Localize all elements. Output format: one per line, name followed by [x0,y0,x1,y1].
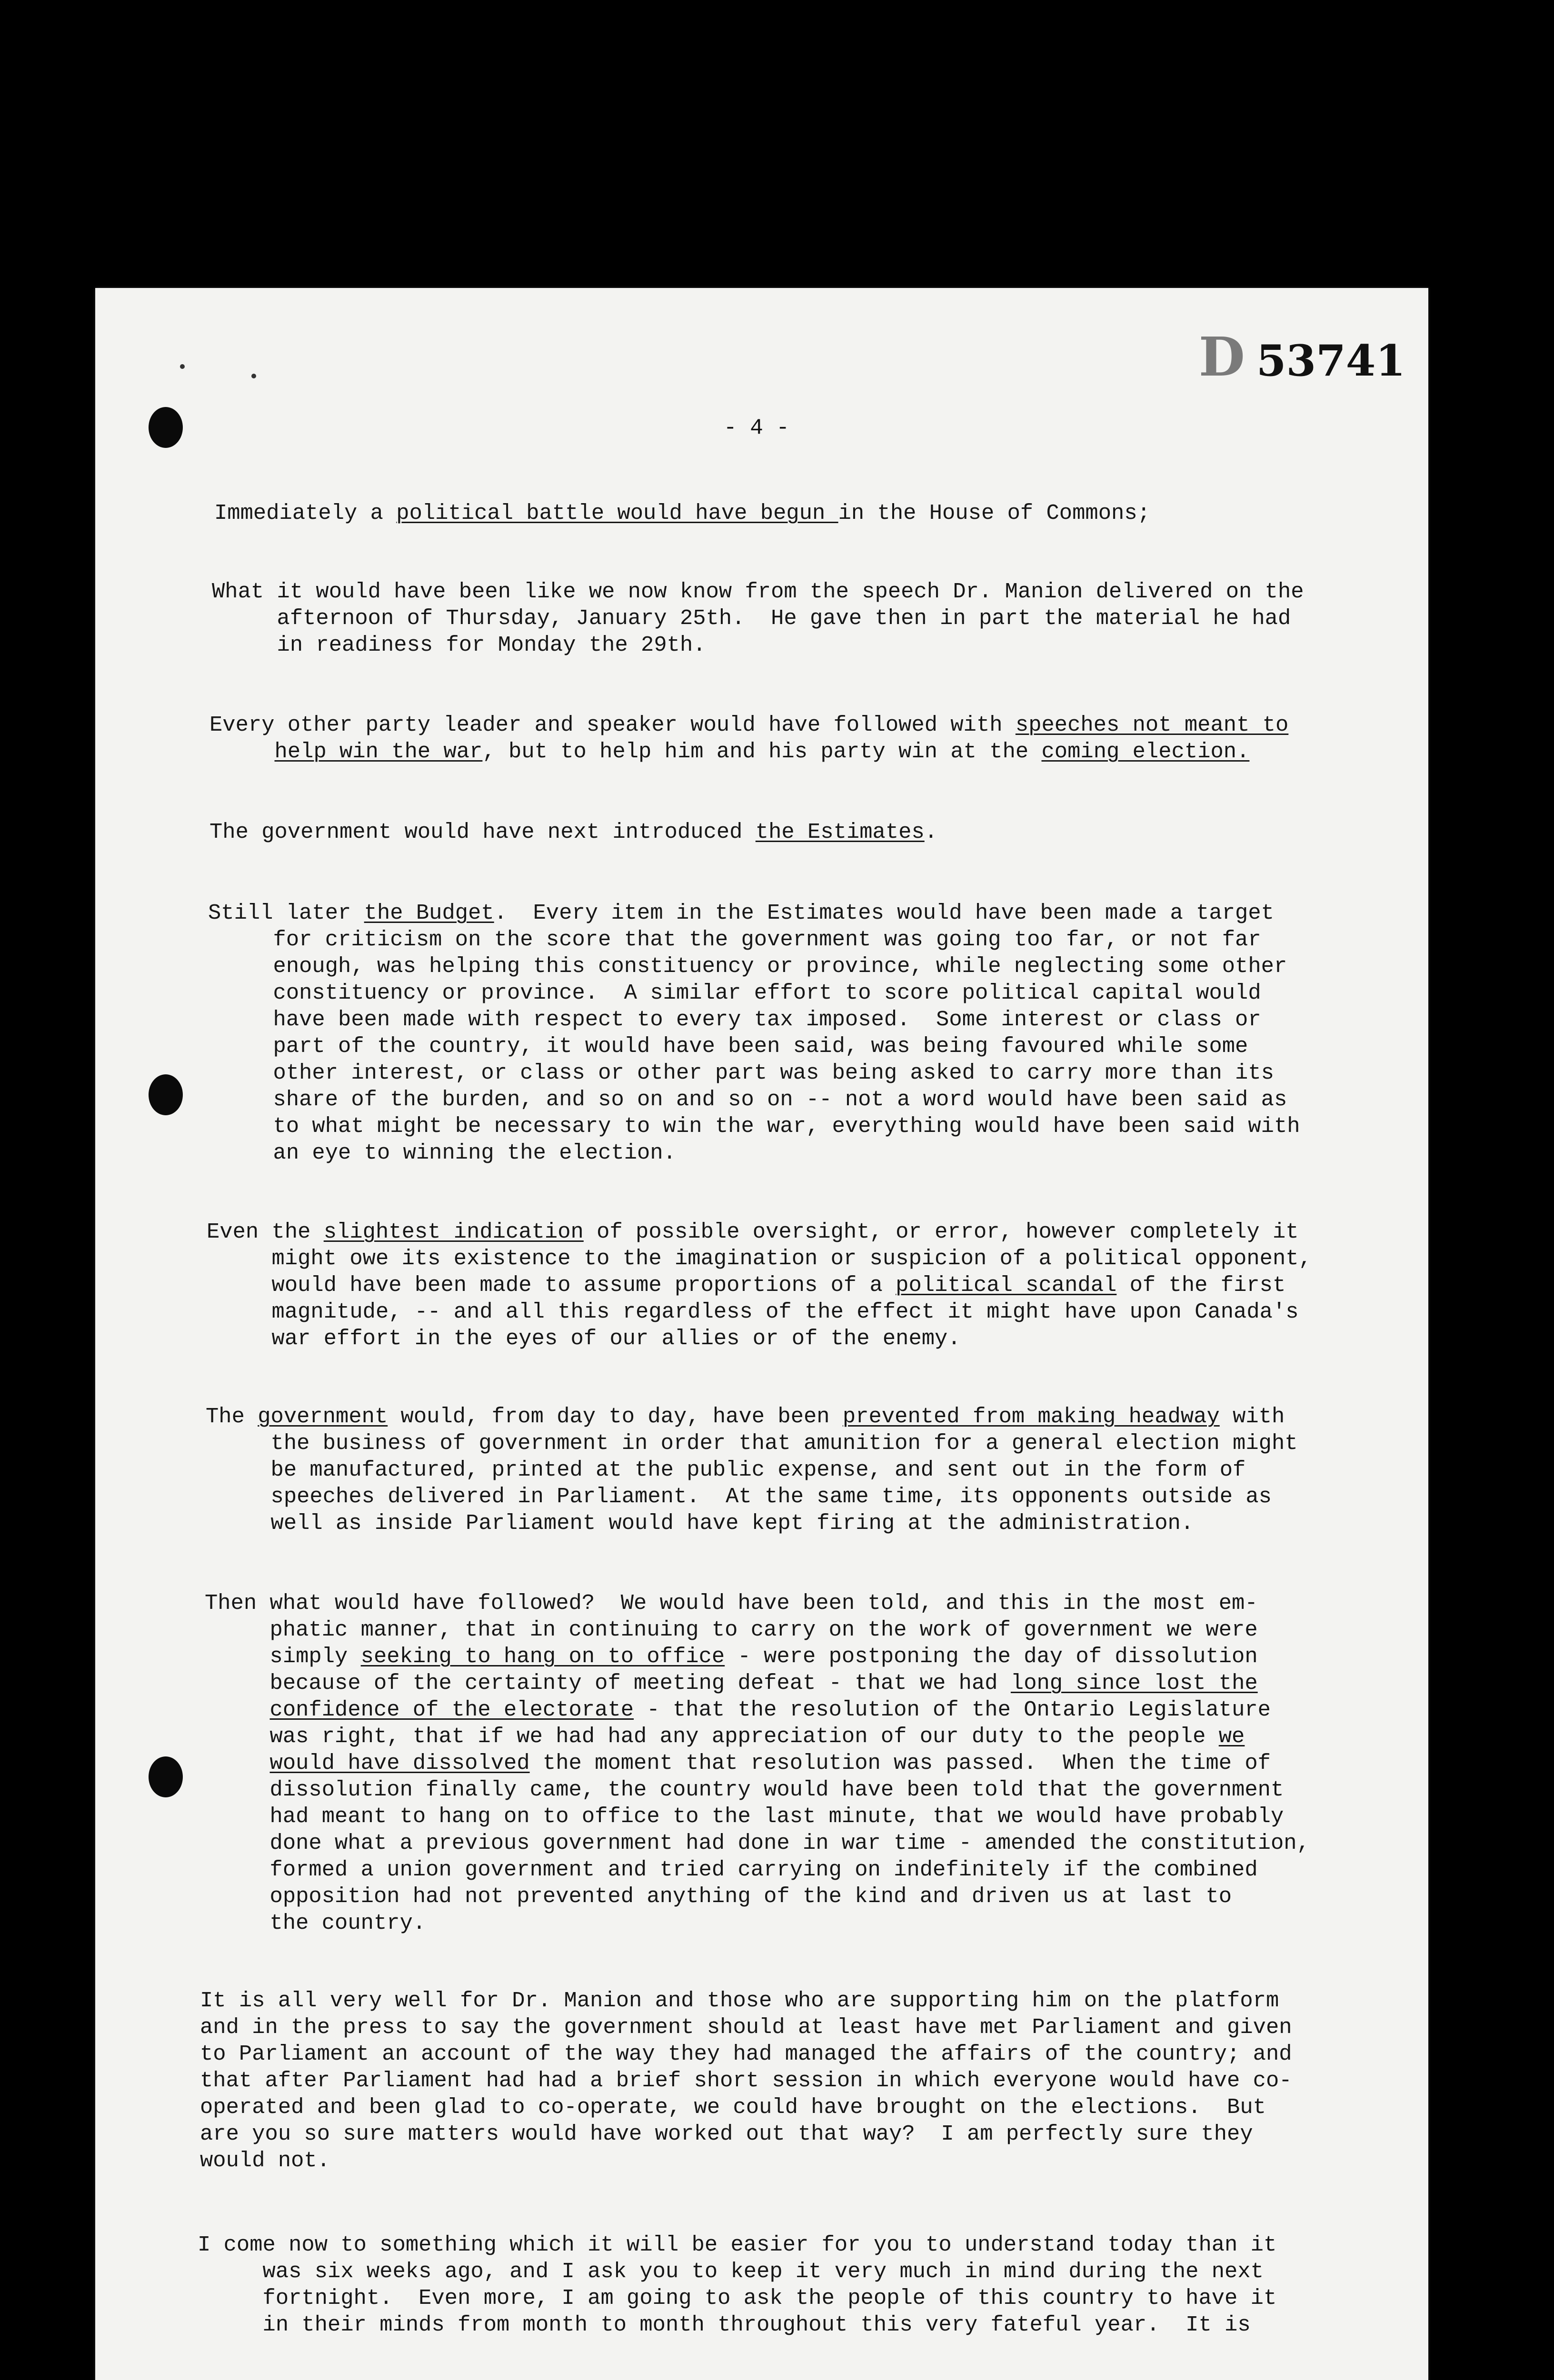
text-segment: for criticism on the score that the government was going too far, or not far [208,927,1261,952]
text-segment: The government would have next introduced [209,820,756,844]
text-line [206,1483,1298,1510]
underlined-text: the Budget [364,901,494,925]
paragraph [209,819,937,845]
text-line [207,1299,1312,1325]
text-segment: might owe its existence to the imagination or suspicion of a political opponent, [207,1246,1312,1271]
text-line [207,1219,1312,1245]
text-segment: - that the resolution of the Ontario Legislature [634,1697,1271,1722]
text-segment: Every other party leader and speaker would have followed with [209,713,1016,737]
paragraph [207,1219,1312,1352]
punch-hole-top [149,407,183,448]
text-line [198,2258,1276,2285]
text-segment: The [206,1404,258,1429]
speck-mark [180,364,185,369]
paragraph [206,1403,1298,1537]
text-segment: are you so sure matters would have worked out that way? I am perfectly sure they [200,2122,1253,2146]
text-line [208,1086,1300,1113]
text-segment: an eye to winning the election. [208,1140,676,1165]
text-line [205,1616,1310,1643]
text-segment: would not. [200,2148,330,2173]
text-segment: Immediately a [214,501,397,526]
text-line [205,1856,1310,1883]
text-segment: phatic manner, that in continuing to carry on the work of government we were [205,1617,1258,1642]
text-line [200,2147,1292,2174]
text-line [205,1590,1310,1616]
text-segment [205,1751,270,1775]
underlined-text: long since lost the [1010,1671,1258,1696]
underlined-text: political scandal [896,1273,1117,1298]
text-line [200,2094,1292,2121]
text-line [205,1776,1310,1803]
underlined-text: the Estimates [755,820,925,844]
text-segment [205,1697,270,1722]
text-line [205,1723,1310,1750]
text-line [200,2121,1292,2147]
underlined-text: confidence of the electorate [269,1697,634,1722]
document-number-value: 53741 [1256,336,1405,386]
text-line [207,1272,1312,1299]
text-line [205,1830,1310,1856]
text-line [212,632,1304,658]
text-line [198,2311,1276,2338]
text-segment: to Parliament an account of the way they had managed the affairs of the country; and [200,2042,1292,2066]
text-segment: done what a previous government had done in war time - amended the constitution, [205,1831,1310,1855]
text-segment: with [1219,1404,1285,1429]
text-line [206,1403,1298,1430]
text-segment: opposition had not prevented anything of the kind and driven us at last to [205,1884,1232,1909]
text-line [208,1033,1300,1060]
paragraph [200,1987,1292,2174]
text-line [205,1750,1310,1776]
text-line [198,2231,1276,2258]
text-segment: fortnight. Even more, I am going to ask the people of this country to have it [198,2286,1277,2311]
text-segment: in their minds from month to month throughout this very fateful year. It is [198,2312,1251,2337]
text-segment: . Every item in the Estimates would have been made a target [494,901,1274,925]
text-segment: constituency or province. A similar effort to score political capital would [208,981,1261,1005]
text-segment: because of the certainty of meeting defeat - that we had [205,1671,1011,1696]
text-line [214,500,1150,526]
text-line [209,819,937,845]
text-segment: was six weeks ago, and I ask you to keep it very much in mind during the next [198,2259,1264,2284]
text-segment: and in the press to say the government should at least have met Parliament and given [200,2015,1292,2040]
text-segment [209,739,275,764]
text-segment: the moment that resolution was passed. When the time of [529,1751,1271,1775]
document-number [1199,326,1405,388]
text-segment: of possible oversight, or error, however completely it [583,1220,1299,1244]
text-segment: What it would have been like we now know from the speech Dr. Manion delivered on the [212,579,1304,604]
text-segment: to what might be necessary to win the war, everything would have been said with [208,1114,1300,1139]
text-line [205,1670,1310,1696]
paragraph [214,500,1150,526]
text-segment: dissolution finally came, the country would have been told that the government [205,1777,1284,1802]
underlined-text: prevented from making headway [842,1404,1220,1429]
text-line [208,953,1300,980]
text-segment: Still later [208,901,364,925]
text-line [208,980,1300,1006]
text-line [209,738,1288,765]
underlined-text: help win the war [274,739,483,764]
text-segment: well as inside Parliament would have kept firing at the administration. [206,1511,1194,1536]
text-line [206,1430,1298,1457]
page-number: - 4 - [724,416,790,440]
text-segment: afternoon of Thursday, January 25th. He gave then in part the material he had [212,606,1291,631]
paragraph [208,900,1300,1166]
text-segment: share of the burden, and so on and so on -- not a word would have been said as [208,1087,1287,1112]
text-segment: have been made with respect to every tax imposed. Some interest or class or [208,1007,1261,1032]
paragraph [209,712,1288,765]
underlined-text: speeches not meant to [1015,713,1289,737]
text-segment: part of the country, it would have been said, was being favoured while some [208,1034,1248,1059]
text-segment: speeches delivered in Parliament. At the same time, its opponents outside as [206,1484,1272,1509]
text-segment: I come now to something which it will be easier for you to understand today than it [198,2232,1277,2257]
text-segment: had meant to hang on to office to the last minute, that we would have probably [205,1804,1284,1829]
underlined-text: we [1218,1724,1245,1749]
text-line [198,2285,1276,2311]
text-segment: It is all very well for Dr. Manion and those who are supporting him on the platform [200,1988,1279,2013]
underlined-text: political battle would have begun [396,501,838,526]
text-line [200,1987,1292,2014]
punch-hole-bottom [149,1756,183,1797]
text-segment: operated and been glad to co-operate, we could have brought on the elections. But [200,2095,1266,2120]
text-line [200,2041,1292,2067]
text-line [212,605,1304,632]
text-line [207,1245,1312,1272]
text-segment: would have been made to assume proportions of a [207,1273,896,1298]
paragraph [212,578,1304,658]
text-line [212,578,1304,605]
text-segment: would, from day to day, have been [388,1404,843,1429]
underlined-text: coming election. [1041,739,1250,764]
text-segment: simply [205,1644,361,1669]
paragraph [198,2231,1276,2338]
underlined-text: would have dissolved [269,1751,530,1775]
text-segment: that after Parliament had had a brief short session in which everyone would have co- [200,2068,1292,2093]
document-page [95,288,1428,2380]
text-segment: other interest, or class or other part was being asked to carry more than its [208,1061,1274,1085]
text-segment: magnitude, -- and all this regardless of the effect it might have upon Canada's [207,1299,1299,1324]
text-line [200,2067,1292,2094]
text-segment: the business of government in order that amunition for a general election might [206,1431,1298,1456]
underlined-text: government [258,1404,388,1429]
text-line [208,1140,1300,1166]
text-segment: was right, that if we had had any appreciation of our duty to the people [205,1724,1219,1749]
text-segment: in the House of Commons; [838,501,1150,526]
text-line [207,1325,1312,1352]
text-segment: . [924,820,938,844]
document-prefix: D [1198,326,1245,388]
text-line [208,1006,1300,1033]
text-line [200,2014,1292,2041]
text-segment: , but to help him and his party win at the [482,739,1042,764]
text-segment: war effort in the eyes of our allies or of the enemy. [207,1326,961,1351]
text-segment: Even the [207,1220,324,1244]
text-line [205,1883,1310,1910]
text-line [208,1113,1300,1140]
underlined-text: seeking to hang on to office [360,1644,725,1669]
text-line [206,1457,1298,1483]
text-segment: - were postponing the day of dissolution [725,1644,1258,1669]
text-line [206,1510,1298,1537]
text-line [209,712,1288,738]
text-segment: enough, was helping this constituency or province, while neglecting some other [208,954,1287,979]
text-line [208,1060,1300,1086]
text-line [208,900,1300,926]
punch-hole-middle [149,1074,183,1115]
text-line [208,926,1300,953]
text-segment: of the first [1116,1273,1286,1298]
paragraph [205,1590,1310,1936]
speck-mark [251,374,256,378]
text-segment: be manufactured, printed at the public expense, and sent out in the form of [206,1458,1246,1482]
text-segment: the country. [205,1911,426,1935]
text-line [205,1803,1310,1830]
text-line [205,1643,1310,1670]
text-line [205,1910,1310,1936]
underlined-text: slightest indication [323,1220,584,1244]
text-segment: in readiness for Monday the 29th. [212,633,706,657]
text-segment: formed a union government and tried carrying on indefinitely if the combined [205,1857,1258,1882]
text-line [205,1696,1310,1723]
text-segment: Then what would have followed? We would have been told, and this in the most em- [205,1591,1258,1616]
